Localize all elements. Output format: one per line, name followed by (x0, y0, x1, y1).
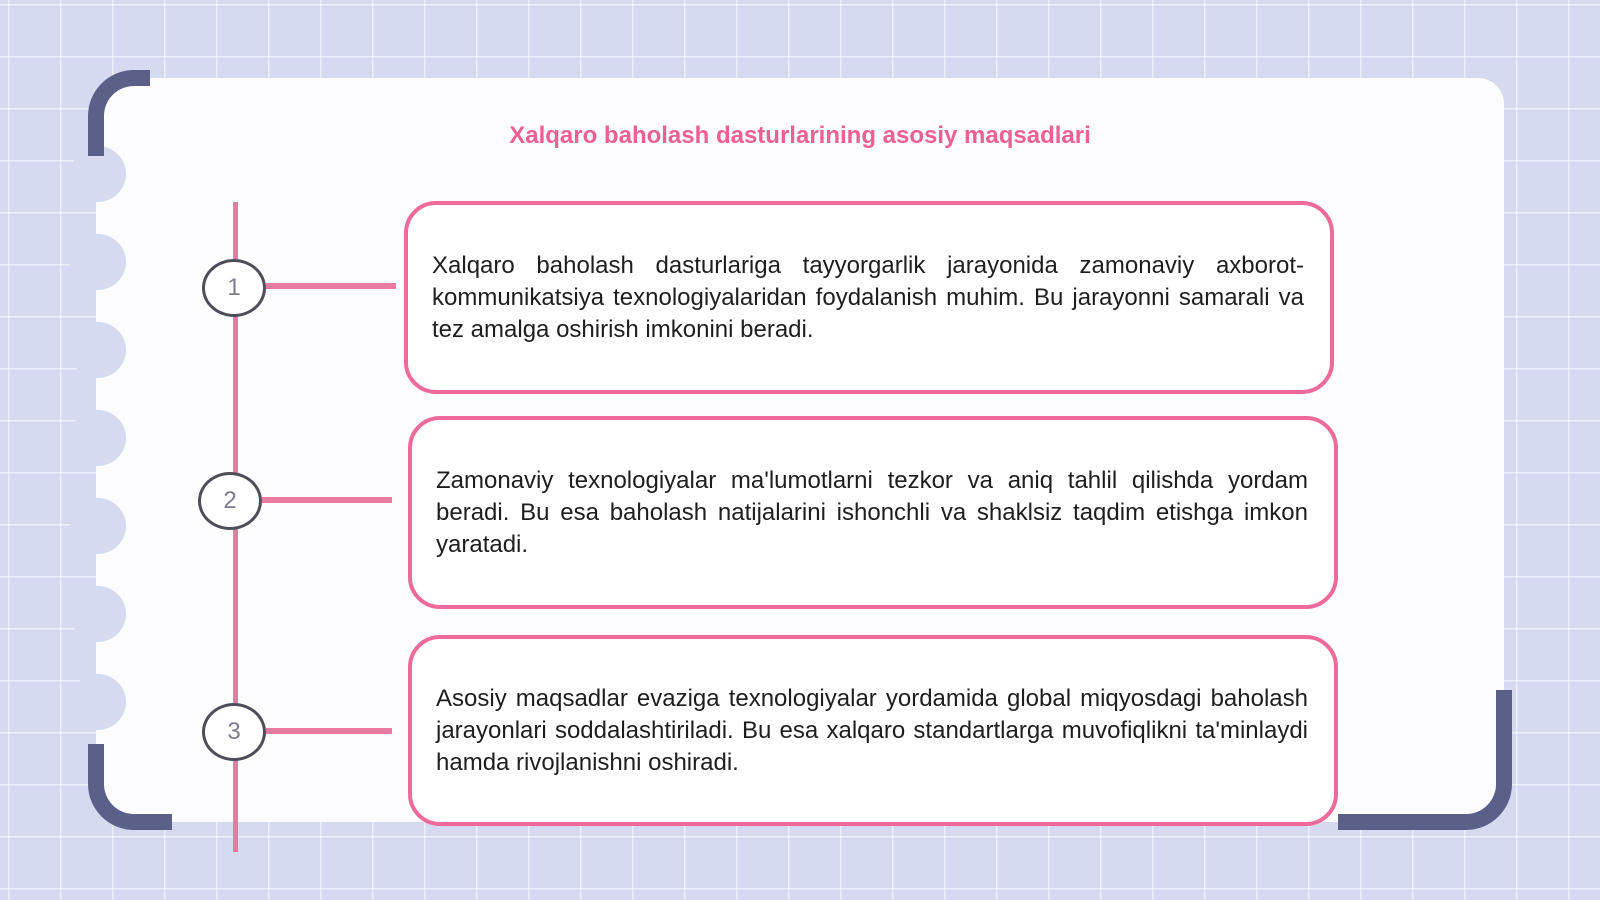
step-number: 2 (223, 487, 237, 514)
corner-bracket-bottom-right (1338, 690, 1512, 830)
card-edge-scallop (70, 234, 126, 290)
step-text: Asosiy maqsadlar evaziga texnologiyalar yordamida global miqyosdagi baholash jarayonlari soddalashtiriladi. Bu esa xalqaro standartlarga muvofiqlikni ta'minlaydi hamda rivojlanishni oshiradi. (436, 684, 1308, 776)
card-edge-scallop (70, 586, 126, 642)
timeline-connector (266, 728, 392, 734)
step-number: 3 (227, 718, 241, 745)
step-card-1 (404, 201, 1334, 394)
corner-bracket-bottom-left (88, 744, 172, 830)
card-edge-scallop (70, 674, 126, 730)
step-number: 1 (227, 274, 241, 301)
step-text: Zamonaviy texnologiyalar ma'lumotlarni tezkor va aniq tahlil qilishda yordam beradi. Bu esa baholash natijalarini ishonchli va shaklsiz taqdim etishga imkon yaratadi. (436, 466, 1308, 558)
step-marker-1 (202, 259, 266, 317)
timeline-connector (266, 283, 396, 289)
step-card-2 (408, 416, 1338, 609)
corner-bracket-top-left (88, 70, 150, 156)
card-edge-scallop (70, 410, 126, 466)
slide-title: Xalqaro baholash dasturlarining asosiy maqsadlari (509, 122, 1091, 149)
timeline-connector (262, 497, 392, 503)
card-edge-scallop (70, 498, 126, 554)
card-edge-scallop (70, 322, 126, 378)
step-text: Xalqaro baholash dasturlariga tayyorgarlik jarayonida zamonaviy axborot-kommunikatsiya texnologiyalaridan foydalanish muhim. Bu jarayonni samarali va tez amalga oshirish imkonini beradi. (432, 251, 1304, 343)
step-card-3 (408, 635, 1338, 826)
step-marker-3 (202, 703, 266, 761)
step-marker-2 (198, 472, 262, 530)
